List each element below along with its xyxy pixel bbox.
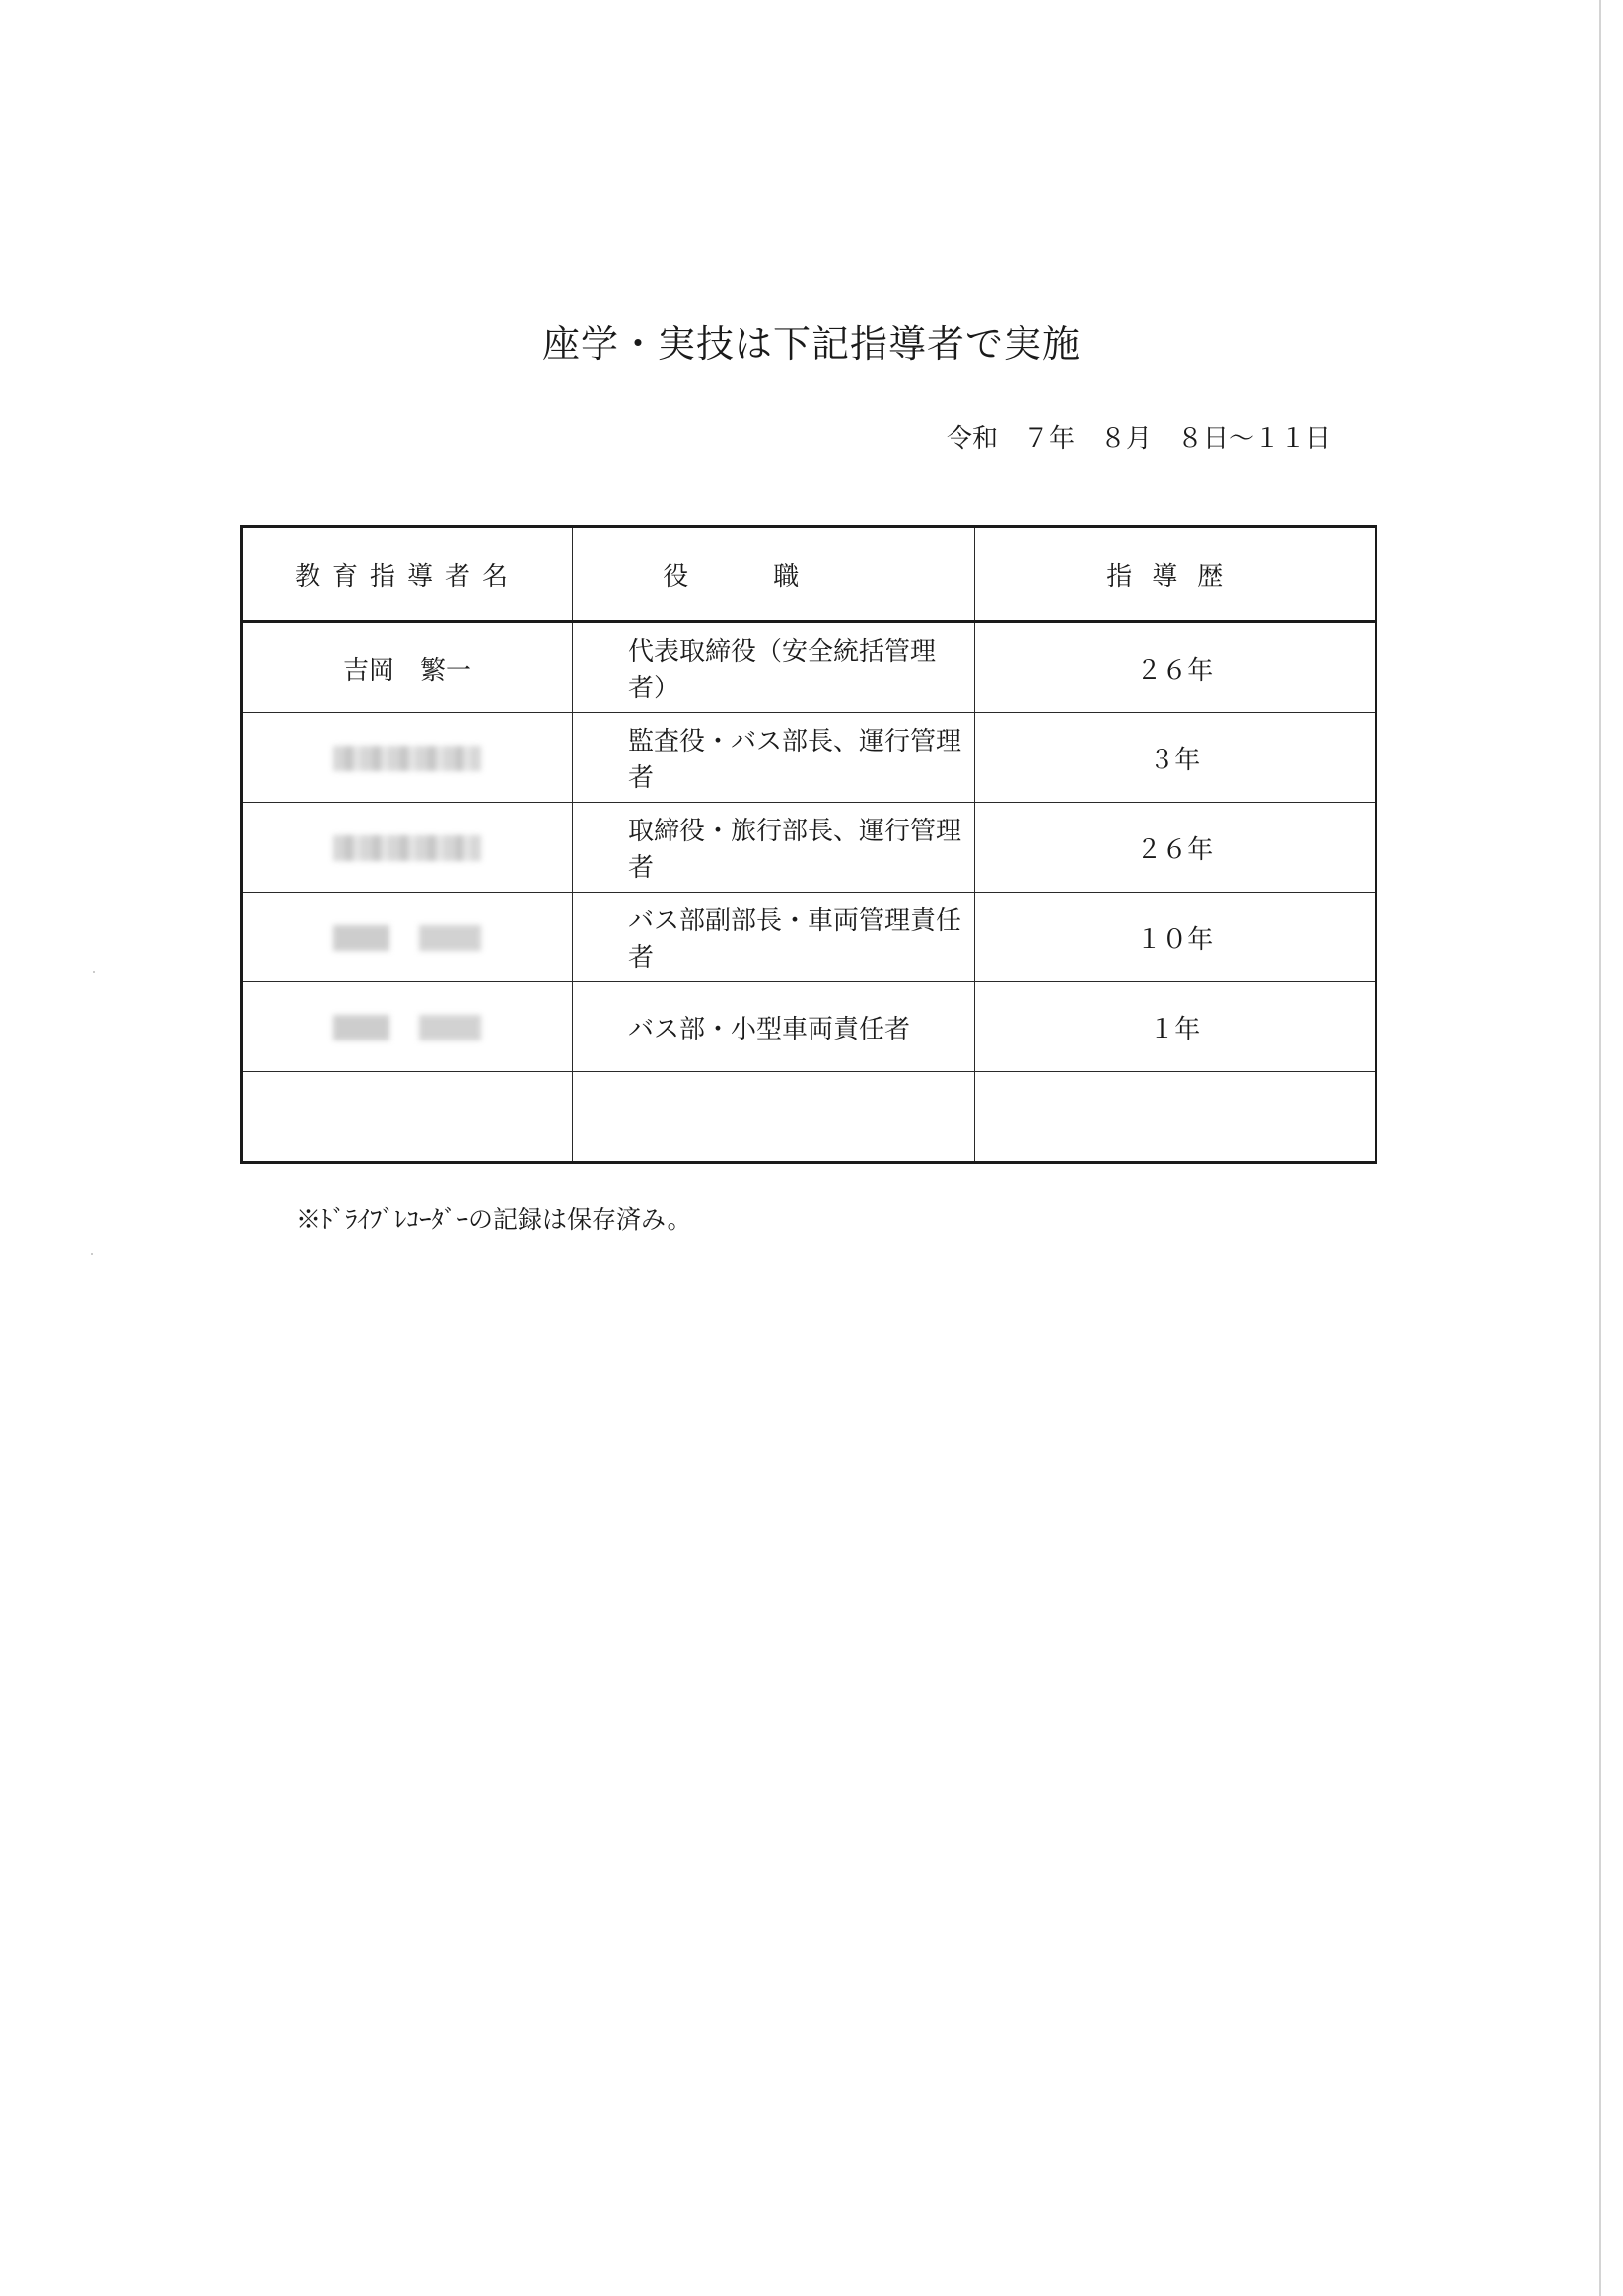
instructor-name-redacted <box>242 713 573 803</box>
instructor-position: 取締役・旅行部長、運行管理者 <box>573 803 975 893</box>
table-row <box>242 803 1376 893</box>
table-row <box>242 982 1376 1072</box>
redaction-blur <box>333 835 481 861</box>
footnote: ※ﾄﾞﾗｲﾌﾞﾚｺｰﾀﾞｰの記録は保存済み。 <box>296 1205 692 1234</box>
instructor-years: ３年 <box>974 713 1376 803</box>
table-row <box>242 713 1376 803</box>
header-instructor-name: 教育指導者名 <box>242 527 573 622</box>
date-range: 令和 ７年 ８月 ８日～１１日 <box>946 424 1331 454</box>
instructor-years: ２６年 <box>974 622 1376 713</box>
instructor-years: １年 <box>974 982 1376 1072</box>
table-row <box>242 622 1376 713</box>
instructor-position: 代表取締役（安全統括管理者） <box>573 622 975 713</box>
instructor-name: 吉岡 繁一 <box>242 622 573 713</box>
instructor-name-redacted <box>242 893 573 982</box>
scan-speck <box>91 1253 93 1255</box>
instructor-table <box>240 525 1377 1164</box>
instructor-position <box>573 1072 975 1163</box>
redaction-blur <box>333 746 481 771</box>
instructor-name-redacted <box>242 803 573 893</box>
document-title: 座学・実技は下記指導者で実施 <box>541 323 1081 366</box>
table-row-empty <box>242 1072 1376 1163</box>
instructor-name-redacted <box>242 982 573 1072</box>
instructor-years <box>974 1072 1376 1163</box>
header-teaching-years: 指導歴 <box>974 527 1376 622</box>
instructor-name <box>242 1072 573 1163</box>
redaction-blur <box>333 1015 481 1040</box>
scan-speck <box>93 971 95 973</box>
instructor-years: ２６年 <box>974 803 1376 893</box>
header-position: 役職 <box>573 527 975 622</box>
instructor-position: バス部・小型車両責任者 <box>573 982 975 1072</box>
instructor-position: バス部副部長・車両管理責任者 <box>573 893 975 982</box>
table-header-row <box>242 527 1376 622</box>
table-row <box>242 893 1376 982</box>
instructor-years: １０年 <box>974 893 1376 982</box>
instructor-position: 監査役・バス部長、運行管理者 <box>573 713 975 803</box>
redaction-blur <box>333 925 481 951</box>
